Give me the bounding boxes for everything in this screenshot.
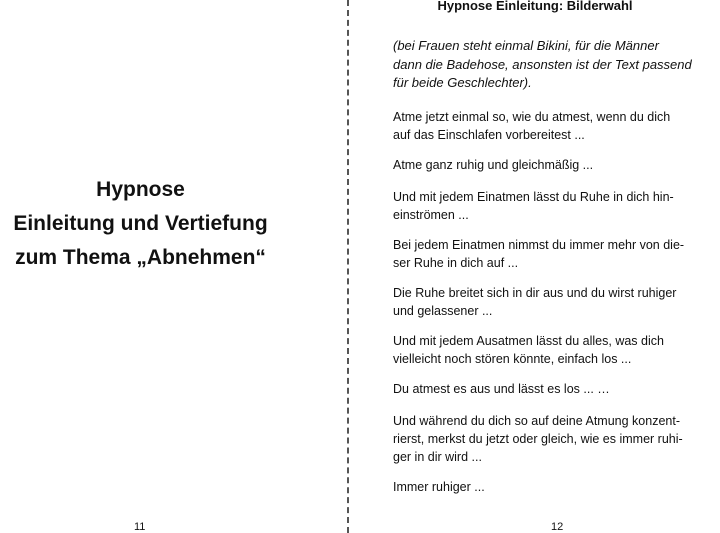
paragraph xyxy=(393,380,720,398)
paragraph xyxy=(393,188,720,224)
paragraph xyxy=(393,412,720,466)
cover-title xyxy=(0,173,281,275)
section-title: Hypnose Einleitung: Bilderwahl xyxy=(437,0,633,13)
cover-title-line: zum Thema „Abnehmen“ xyxy=(15,246,266,269)
paragraph-line: rierst, merkst du jetzt oder gleich, wie es immer ruhi- xyxy=(393,432,683,446)
paragraph-line: Du atmest es aus und lässt es los ... … xyxy=(393,382,610,396)
paragraph-line: Atme jetzt einmal so, wie du atmest, wenn du dich xyxy=(393,110,671,124)
paragraph xyxy=(393,156,720,174)
paragraph-line: Und während du dich so auf deine Atmung konzent- xyxy=(393,414,680,428)
page-number: 11 xyxy=(134,521,146,533)
cover-title-line: Hypnose xyxy=(96,178,185,201)
paragraph-line: Immer ruhiger ... xyxy=(393,480,485,494)
left-page xyxy=(0,0,347,533)
paragraph xyxy=(393,332,720,368)
paragraph-line: Und mit jedem Einatmen lässt du Ruhe in dich hin- xyxy=(393,190,674,204)
paragraph-line: ser Ruhe in dich auf ... xyxy=(393,256,519,270)
paragraph-line: einströmen ... xyxy=(393,208,469,222)
paragraph-line: Bei jedem Einatmen nimmst du immer mehr von die- xyxy=(393,238,685,252)
italic-note xyxy=(393,37,720,93)
paragraph-line: vielleicht noch stören könnte, einfach los ... xyxy=(393,352,632,366)
paragraph-line: Atme ganz ruhig und gleichmäßig ... xyxy=(393,158,594,172)
paragraph-line: ger in dir wird ... xyxy=(393,450,482,464)
paragraph xyxy=(393,284,720,320)
paragraph-line: Die Ruhe breitet sich in dir aus und du wirst ruhiger xyxy=(393,286,677,300)
paragraph xyxy=(393,108,720,144)
note-line: dann die Badehose, ansonsten ist der Text passend xyxy=(393,56,692,72)
cover-title-line: Einleitung und Vertiefung xyxy=(13,212,268,235)
right-page xyxy=(350,0,720,533)
paragraph xyxy=(393,236,720,272)
note-line: (bei Frauen steht einmal Bikini, für die Männer xyxy=(393,38,659,53)
paragraph-line: und gelassener ... xyxy=(393,304,493,318)
paragraph-line: Und mit jedem Ausatmen lässt du alles, was dich xyxy=(393,334,664,348)
page-divider xyxy=(347,0,349,533)
paragraph-line: auf das Einschlafen vorbereitest ... xyxy=(393,128,585,142)
page-number: 12 xyxy=(551,521,564,533)
paragraph xyxy=(393,478,720,496)
note-line: für beide Geschlechter). xyxy=(393,75,532,90)
